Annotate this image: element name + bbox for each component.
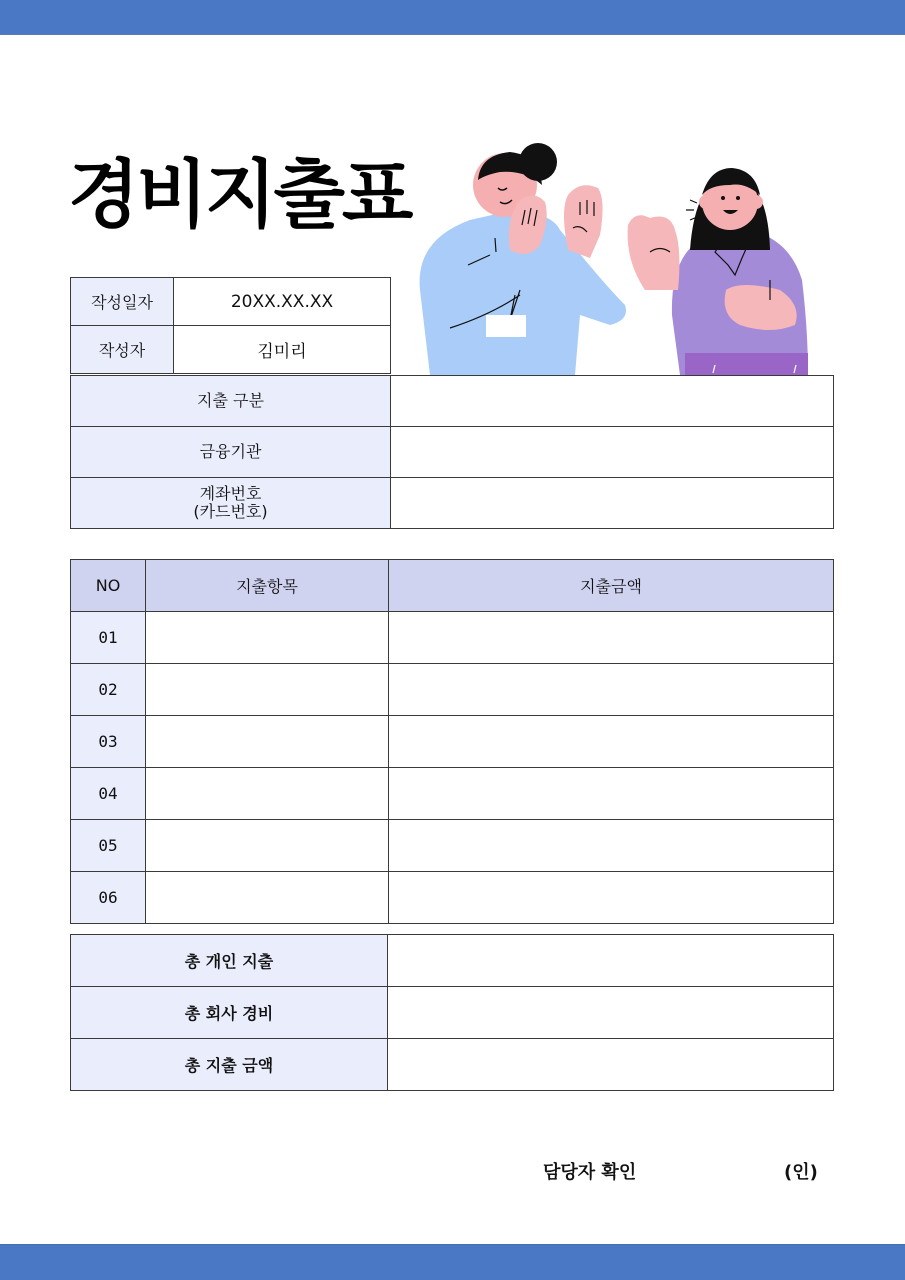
info-row-author	[71, 326, 391, 374]
row-number: 05	[71, 820, 146, 872]
totals-row-grand	[71, 1039, 834, 1091]
row-number: 03	[71, 716, 146, 768]
total-company-label: 총 회사 경비	[71, 987, 388, 1039]
author-info-table	[70, 277, 391, 374]
items-header-row	[71, 560, 834, 612]
bank-label: 금융기관	[71, 427, 391, 478]
author-label: 작성자	[71, 326, 174, 374]
two-women-waving-illustration	[410, 140, 830, 375]
row-number: 06	[71, 872, 146, 924]
section-row-category	[71, 376, 834, 427]
totals-table	[70, 934, 834, 1091]
top-banner	[0, 0, 905, 35]
grand-total-label: 총 지출 금액	[71, 1039, 388, 1091]
row-number: 04	[71, 768, 146, 820]
item-cell[interactable]	[146, 768, 389, 820]
date-value[interactable]: 20XX.XX.XX	[174, 278, 391, 326]
amount-cell[interactable]	[389, 820, 834, 872]
date-label: 작성일자	[71, 278, 174, 326]
item-cell[interactable]	[146, 872, 389, 924]
total-personal-label: 총 개인 지출	[71, 935, 388, 987]
item-cell[interactable]	[146, 664, 389, 716]
total-company-field[interactable]	[388, 987, 834, 1039]
account-number-label	[71, 478, 391, 529]
expense-account-table	[70, 375, 834, 529]
item-cell[interactable]	[146, 716, 389, 768]
total-personal-field[interactable]	[388, 935, 834, 987]
row-number: 02	[71, 664, 146, 716]
amount-cell[interactable]	[389, 612, 834, 664]
table-row	[71, 768, 834, 820]
table-row	[71, 872, 834, 924]
account-label-line2: (카드번호)	[193, 502, 268, 521]
manager-confirmation-label: 담당자 확인	[543, 1162, 637, 1183]
account-number-field[interactable]	[391, 478, 834, 529]
expense-category-label: 지출 구분	[71, 376, 391, 427]
totals-row-company	[71, 987, 834, 1039]
grand-total-field[interactable]	[388, 1039, 834, 1091]
amount-cell[interactable]	[389, 872, 834, 924]
table-row	[71, 820, 834, 872]
author-value[interactable]: 김미리	[174, 326, 391, 374]
table-row	[71, 716, 834, 768]
amount-cell[interactable]	[389, 768, 834, 820]
document-title: 경비지출표	[68, 152, 411, 238]
item-cell[interactable]	[146, 820, 389, 872]
header-no: NO	[71, 560, 146, 612]
amount-cell[interactable]	[389, 716, 834, 768]
item-cell[interactable]	[146, 612, 389, 664]
account-label-line1: 계좌번호	[199, 484, 262, 503]
amount-cell[interactable]	[389, 664, 834, 716]
seal-stamp-field[interactable]: (인)	[784, 1162, 818, 1183]
row-number: 01	[71, 612, 146, 664]
section-row-account	[71, 478, 834, 529]
expense-items-table	[70, 559, 834, 924]
totals-row-personal	[71, 935, 834, 987]
table-row	[71, 664, 834, 716]
bottom-banner	[0, 1244, 905, 1280]
table-row	[71, 612, 834, 664]
header-amount: 지출금액	[389, 560, 834, 612]
section-row-bank	[71, 427, 834, 478]
expense-category-field[interactable]	[391, 376, 834, 427]
info-row-date	[71, 278, 391, 326]
header-item: 지출항목	[146, 560, 389, 612]
bank-field[interactable]	[391, 427, 834, 478]
